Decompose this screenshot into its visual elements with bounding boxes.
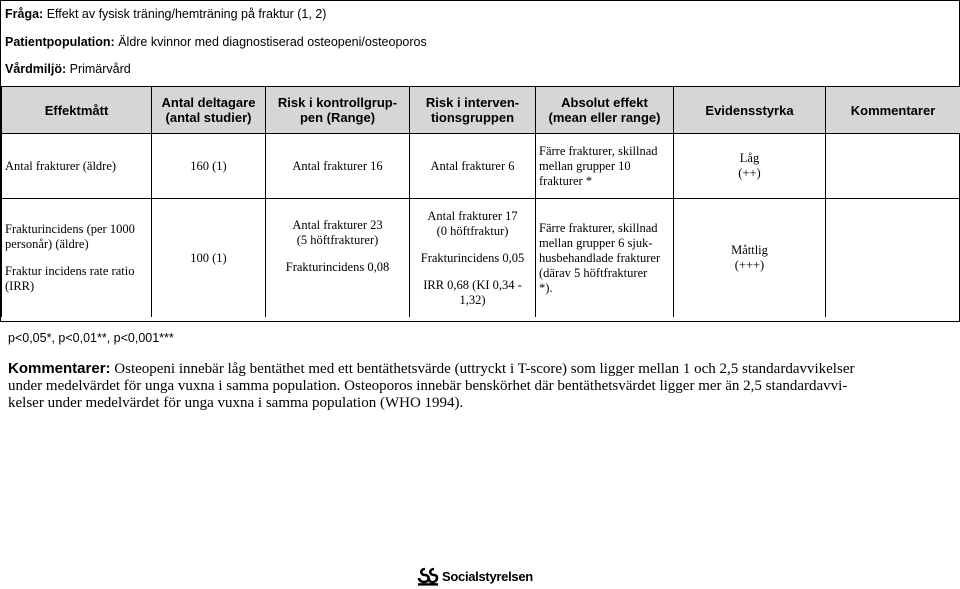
population-line [5, 35, 427, 49]
cell-effect: Färre frakturer, skillnad mellan grupper 6 sjuk- husbehandlade frakturer (därav 5 höftfrakturer *). [536, 199, 674, 318]
comment-line: kelser under medelvärdet för unga vuxna i samma population (WHO 1994). [8, 395, 464, 411]
comment-line: under medelvärdet för unga vuxna i samma population. Osteoporos innebär benskörhet där bentäthetsvärdet ligger mer än 2,5 standardavvi- [8, 378, 848, 394]
cell-participants: 100 (1) [152, 199, 266, 318]
setting-text: Primärvård [69, 62, 131, 76]
header-evidensstyrka: Evidensstyrka [674, 87, 826, 134]
socialstyrelsen-logo [417, 566, 533, 586]
socialstyrelsen-logo-icon [417, 566, 439, 586]
question-label: Fråga: [5, 7, 44, 21]
cell-participants: 160 (1) [152, 134, 266, 199]
header-absolut-effekt: Absolut effekt (mean eller range) [536, 87, 674, 134]
comment-label: Kommentarer: [8, 360, 111, 377]
cell-control: Antal frakturer 23 (5 höftfrakturer) Frakturincidens 0,08 [266, 199, 410, 318]
cell-effect: Färre frakturer, skillnad mellan grupper 10 frakturer * [536, 134, 674, 199]
cell-evidence: Måttlig (+++) [674, 199, 826, 318]
cell-measure: Antal frakturer (äldre) [2, 134, 152, 199]
header-risk-intervention: Risk i interven- tionsgruppen [410, 87, 536, 134]
table-header-row [2, 87, 960, 134]
question-line [5, 7, 326, 21]
logo-text: Socialstyrelsen [442, 568, 533, 584]
cell-intervention: Antal frakturer 17 (0 höftfraktur) Frakturincidens 0,05 IRR 0,68 (KI 0,34 - 1,32) [410, 199, 536, 318]
setting-line [5, 62, 131, 76]
header-effektmatt: Effektmått [2, 87, 152, 134]
comment-paragraph [8, 360, 948, 412]
header-kommentarer: Kommentarer [826, 87, 960, 134]
population-text: Äldre kvinnor med diagnostiserad osteopeni/osteoporos [118, 35, 427, 49]
comment-line: Osteopeni innebär låg bentäthet med ett bentäthetsvärde (uttryckt i T-score) som ligger mellan 1 och 2,5 standardavvikelser [110, 361, 855, 377]
table-row [2, 199, 960, 318]
header-antal-deltagare: Antal deltagare (antal studier) [152, 87, 266, 134]
population-label: Patientpopulation: [5, 35, 115, 49]
cell-control: Antal frakturer 16 [266, 134, 410, 199]
question-text: Effekt av fysisk träning/hemträning på fraktur (1, 2) [46, 7, 327, 21]
table-row [2, 134, 960, 199]
header-risk-kontroll: Risk i kontrollgrup- pen (Range) [266, 87, 410, 134]
cell-comment [826, 134, 960, 199]
cell-evidence: Låg (++) [674, 134, 826, 199]
cell-measure: Frakturincidens (per 1000 personår) (äldre) Fraktur incidens rate ratio (IRR) [2, 199, 152, 318]
results-table [1, 86, 960, 317]
setting-label: Vårdmiljö: [5, 62, 67, 76]
significance-footnote: p<0,05*, p<0,01**, p<0,001*** [8, 331, 174, 345]
cell-intervention: Antal frakturer 6 [410, 134, 536, 199]
cell-comment [826, 199, 960, 318]
